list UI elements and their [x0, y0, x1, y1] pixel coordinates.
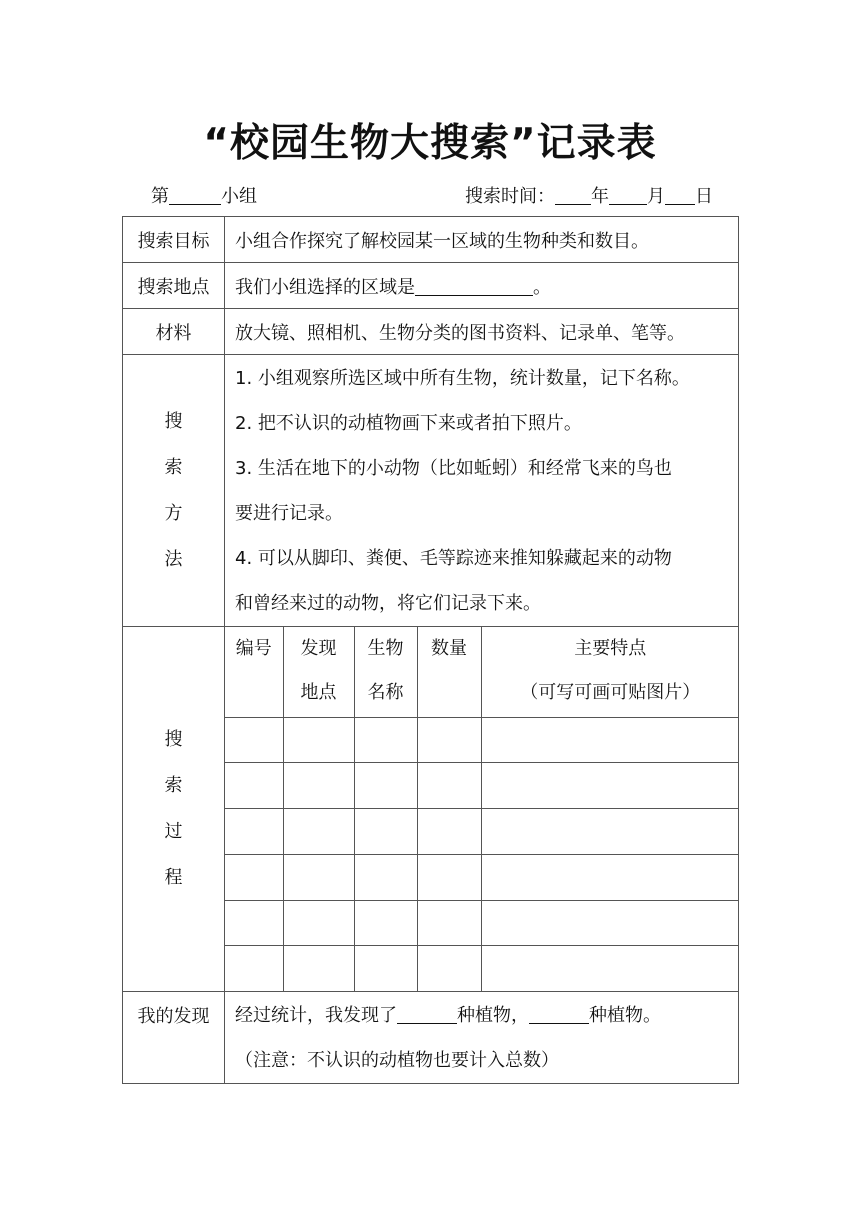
table-cell[interactable] — [283, 854, 354, 900]
target-label: 搜索目标 — [123, 217, 225, 263]
column-header-organism — [354, 627, 417, 717]
process-label-char: 搜 — [164, 729, 183, 750]
year-blank — [555, 186, 591, 205]
method-line: 要进行记录。 — [235, 502, 343, 524]
method-label-char: 法 — [164, 548, 183, 570]
method-line: 3. 生活在地下的小动物（比如蚯蚓）和经常飞来的鸟也 — [235, 457, 672, 479]
column-header-line: 生物 — [367, 638, 404, 659]
group-number-blank — [169, 186, 221, 205]
table-row — [225, 900, 739, 945]
record-table — [122, 216, 739, 1084]
table-row — [225, 945, 739, 991]
table-cell[interactable] — [417, 717, 481, 762]
materials-label: 材料 — [123, 309, 225, 355]
column-header-line: 主要特点 — [574, 638, 647, 659]
method-line: 4. 可以从脚印、粪便、毛等踪迹来推知躲藏起来的动物 — [235, 547, 672, 569]
day-label: 日 — [695, 186, 713, 207]
target-row — [123, 217, 739, 263]
findings-text-3: 种植物。 — [589, 1004, 661, 1026]
table-cell[interactable] — [354, 717, 417, 762]
table-cell[interactable] — [417, 854, 481, 900]
table-cell[interactable] — [283, 945, 354, 991]
process-grid-cell — [225, 627, 739, 992]
location-row — [123, 263, 739, 309]
process-label — [123, 627, 225, 992]
table-cell[interactable] — [283, 808, 354, 854]
materials-text: 放大镜、照相机、生物分类的图书资料、记录单、笔等。 — [225, 309, 739, 355]
findings-line — [225, 993, 738, 1038]
method-label — [123, 355, 225, 627]
table-row — [225, 854, 739, 900]
table-cell[interactable] — [225, 808, 283, 854]
findings-row — [123, 992, 739, 1084]
column-header-line: 地点 — [300, 682, 337, 703]
findings-content — [225, 992, 739, 1084]
findings-blank-2 — [529, 1005, 589, 1024]
table-cell[interactable] — [354, 900, 417, 945]
table-row — [225, 808, 739, 854]
column-header-location — [283, 627, 354, 717]
method-content — [225, 355, 739, 627]
table-cell[interactable] — [225, 945, 283, 991]
process-grid — [225, 627, 739, 991]
table-cell[interactable] — [283, 762, 354, 808]
method-label-char: 索 — [164, 456, 183, 478]
process-label-char: 索 — [164, 775, 183, 796]
group-suffix: 小组 — [221, 186, 257, 207]
table-cell[interactable] — [225, 900, 283, 945]
column-header-line: （可写可画可贴图片） — [520, 682, 701, 703]
location-blank — [415, 277, 533, 296]
process-label-char: 程 — [164, 867, 183, 888]
table-cell[interactable] — [354, 945, 417, 991]
table-cell[interactable] — [283, 900, 354, 945]
table-cell[interactable] — [417, 808, 481, 854]
table-cell[interactable] — [417, 945, 481, 991]
table-cell[interactable] — [481, 945, 739, 991]
findings-text-1: 经过统计，我发现了 — [235, 1004, 397, 1026]
page-title: “校园生物大搜索”记录表 — [203, 121, 657, 166]
column-header-number — [225, 627, 283, 717]
day-blank — [665, 186, 695, 205]
search-time-field — [465, 182, 713, 208]
table-cell[interactable] — [417, 900, 481, 945]
month-label: 月 — [647, 186, 665, 207]
group-number-field — [151, 182, 257, 208]
findings-note: （注意：不认识的动植物也要计入总数） — [235, 1049, 559, 1071]
year-label: 年 — [591, 186, 609, 207]
method-label-char: 搜 — [164, 410, 183, 432]
table-cell[interactable] — [481, 900, 739, 945]
table-cell[interactable] — [225, 762, 283, 808]
location-label: 搜索地点 — [123, 263, 225, 309]
method-line: 2. 把不认识的动植物画下来或者拍下照片。 — [235, 412, 582, 434]
table-row — [225, 762, 739, 808]
table-cell[interactable] — [481, 762, 739, 808]
column-header-features — [481, 627, 739, 717]
table-cell[interactable] — [225, 854, 283, 900]
materials-row — [123, 309, 739, 355]
table-cell[interactable] — [417, 762, 481, 808]
group-prefix: 第 — [151, 186, 169, 207]
location-cell — [225, 263, 739, 309]
process-row — [123, 627, 739, 992]
target-text: 小组合作探究了解校园某一区域的生物种类和数目。 — [225, 217, 739, 263]
process-header-row — [225, 627, 739, 717]
method-label-char: 方 — [164, 502, 183, 524]
table-row — [225, 717, 739, 762]
method-row — [123, 355, 739, 627]
method-line: 和曾经来过的动物，将它们记录下来。 — [235, 592, 541, 614]
column-header-line: 名称 — [367, 682, 404, 703]
table-cell[interactable] — [225, 717, 283, 762]
table-cell[interactable] — [354, 808, 417, 854]
column-header-line: 发现 — [300, 638, 337, 659]
column-header-line: 编号 — [235, 638, 272, 659]
findings-label: 我的发现 — [123, 992, 225, 1084]
column-header-count — [417, 627, 481, 717]
column-header-line: 数量 — [431, 638, 467, 659]
search-time-label: 搜索时间： — [465, 186, 555, 207]
location-text: 我们小组选择的区域是 — [235, 276, 415, 298]
process-label-char: 过 — [164, 821, 183, 842]
table-cell[interactable] — [481, 854, 739, 900]
method-line: 1. 小组观察所选区域中所有生物，统计数量，记下名称。 — [235, 367, 690, 389]
table-cell[interactable] — [481, 717, 739, 762]
findings-blank-1 — [397, 1005, 457, 1024]
table-cell[interactable] — [354, 854, 417, 900]
table-cell[interactable] — [354, 762, 417, 808]
table-cell[interactable] — [481, 808, 739, 854]
month-blank — [609, 186, 647, 205]
location-end: 。 — [533, 276, 551, 298]
table-cell[interactable] — [283, 717, 354, 762]
findings-text-2: 种植物， — [457, 1004, 529, 1026]
